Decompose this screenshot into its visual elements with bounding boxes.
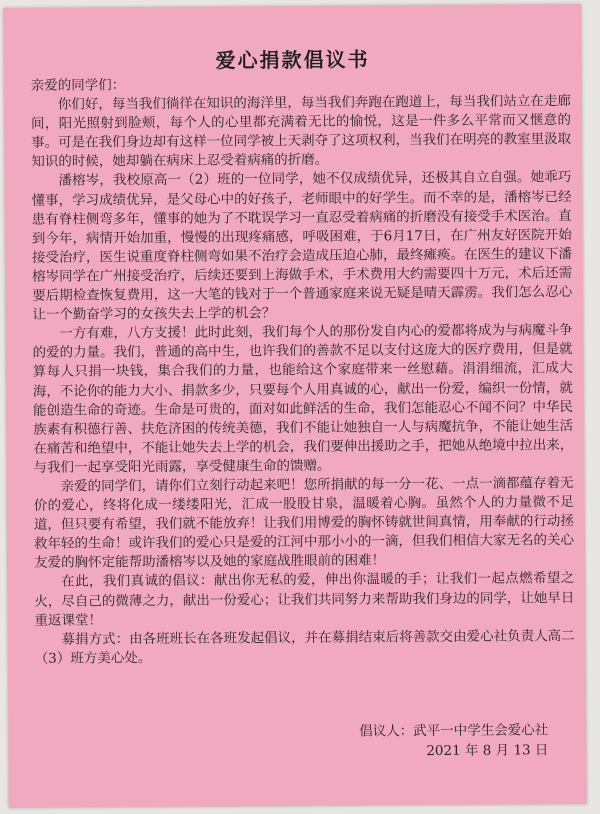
proposal-sheet xyxy=(3,4,587,808)
paragraph-donation-method: 募捐方式：由各班班长在各班发起倡议，并在募捐结束后将善款交由爱心社负责人高二（3）班方美心处。 xyxy=(34,627,575,667)
greeting: 亲爱的同学们： xyxy=(30,77,126,94)
signature-date: 2021 年 8 月 13 日 xyxy=(426,742,549,760)
paragraph-intro: 你们好，每当我们徜徉在知识的海洋里，每当我们奔跑在跑道上，每当我们站立在走廊间，阳光照射到脸颊，每个人的心里都充满着无比的愉悦，这是一件多么平常而又惬意的事。可是在我们身边却有这样一位同学被上天剥夺了这项权利，当我们在明亮的教室里汲取知识的时候，她却躺在病床上忍受着病痛的折磨。 xyxy=(30,93,572,171)
document-body xyxy=(31,73,575,669)
signature-line: 倡议人：武平一中学生会爱心社 xyxy=(359,722,549,740)
paragraph-call-to-action: 亲爱的同学们，请你们立刻行动起来吧！您所捐献的每一分一花、一点一滴都蕴存着无价的爱心，终将化成一缕缕阳光，汇成一股股甘泉，温暖着心胸。虽然个人的力量微不足道，但只要有希望，我们就不能放弃！让我们用博爱的胸怀铸就世间真情，用奉献的行动拯救年轻的生命！或许我们的爱心只是爱的江河中那小小的一滴，但我们相信大家无名的关心友爱的胸怀定能帮助潘榕岑以及她的家庭战胜眼前的困难！ xyxy=(33,475,575,572)
document-title: 爱心捐款倡议书 xyxy=(215,47,370,73)
paragraph-student-story: 潘榕岑，我校原高一（2）班的一位同学，她不仅成绩优异，还极其自立自强。她乖巧懂事，学习成绩优异，是父母心中的好孩子，老师眼中的好学生。而不幸的是，潘榕岑已经患有脊柱侧弯多年，懂事的她为了不耽误学习一直忍受着病痛的折磨没有接受手术医治。直到今年，病情开始加重，慢慢的出现疼痛感，呼吸困难，于6月17日，在广州友好医院开始接受治疗，医生说重度脊柱侧弯如果不治疗会造成压迫心肺，最终瘫痪。在医生的建议下潘榕岑同学在广州接受治疗，后续还要到上海做手术，手术费用大约需要四十万元，术后还需要后期检查恢复费用，这一大笔的钱对于一个普通家庭来说无疑是晴天霹雳。我们怎么忍心让一个勤奋学习的女孩失去上学的机会？ xyxy=(31,169,573,323)
paragraph-proposal: 在此，我们真诚的倡议：献出你无私的爱，伸出你温暖的手；让我们一起点燃希望之火，尽自己的微薄之力，献出一份爱心；让我们共同努力来帮助我们身边的同学，让她早日重返课堂！ xyxy=(34,570,575,629)
paragraph-appeal: 一方有难，八方支援！此时此刻，我们每个人的那份发自内心的爱都将成为与病魔斗争的爱的力量。我们，普通的高中生，也许我们的善款不足以支付这庞大的医疗费用，但是就算每人只捐一块钱，集合我们的力量，也能给这个家庭带来一丝慰藉。涓涓细流，汇成大海，不论你的能力大小、捐款多少，只要每个人用真诚的心，献出一份爱，编织一份情，就能创造生命的奇迹。生命是可贵的，面对如此鲜活的生命，我们怎能忍心不闻不问？中华民族素有积德行善、扶危济困的传统美德，我们不能让她独自一人与病魔抗争，不能让她生活在痛苦和绝望中，不能让她失去上学的机会，我们要伸出援助之手，把她从绝境中拉出来，与我们一起享受阳光雨露，享受健康生命的馈赠。 xyxy=(32,322,574,476)
signature-block xyxy=(359,720,548,761)
